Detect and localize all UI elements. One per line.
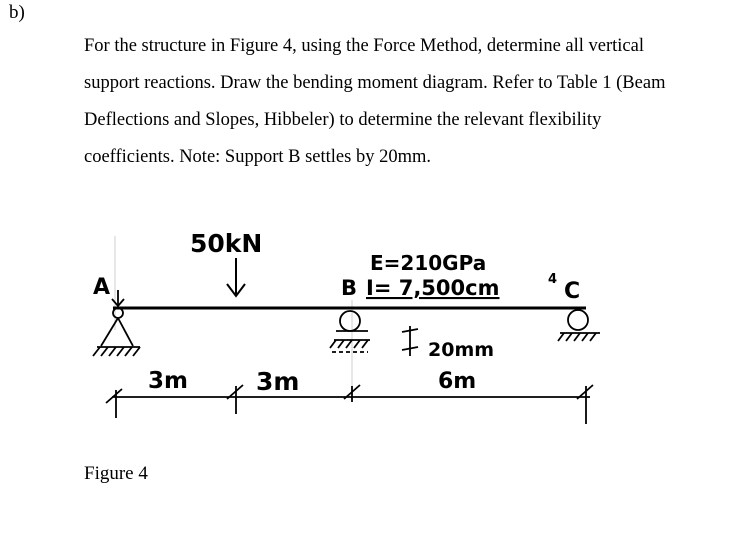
a-arrow-mark [112,290,124,306]
span-label-3: 6m [438,369,477,394]
problem-line: support reactions. Draw the bending moment diagram. Refer to Table 1 (Beam [84,73,666,93]
settlement-label: 20mm [428,339,495,361]
roller-support-b [330,311,370,352]
inertia-exponent: 4 [548,272,558,287]
roller-support-c [558,310,600,341]
span-label-2: 3m [256,367,300,396]
support-a-label: A [93,275,111,300]
problem-line: For the structure in Figure 4, using the Force Method, determine all vertical [84,36,644,56]
problem-line: Deflections and Slopes, Hibbeler) to determine the relevant flexibility [84,110,602,130]
load-label: 50kN [190,229,263,258]
settlement-marker [402,326,418,356]
load-arrow [227,258,245,296]
inertia-label: I= 7,500cm [366,276,500,300]
support-c-label: C [564,279,581,304]
figure-caption: Figure 4 [84,463,148,484]
problem-line: coefficients. Note: Support B settles by 20mm. [84,147,432,167]
support-b-label: B [341,276,358,300]
pin-support-a [93,308,140,356]
modulus-label: E=210GPa [370,251,487,275]
section-label: b) [9,2,25,23]
span-label-1: 3m [148,368,188,394]
